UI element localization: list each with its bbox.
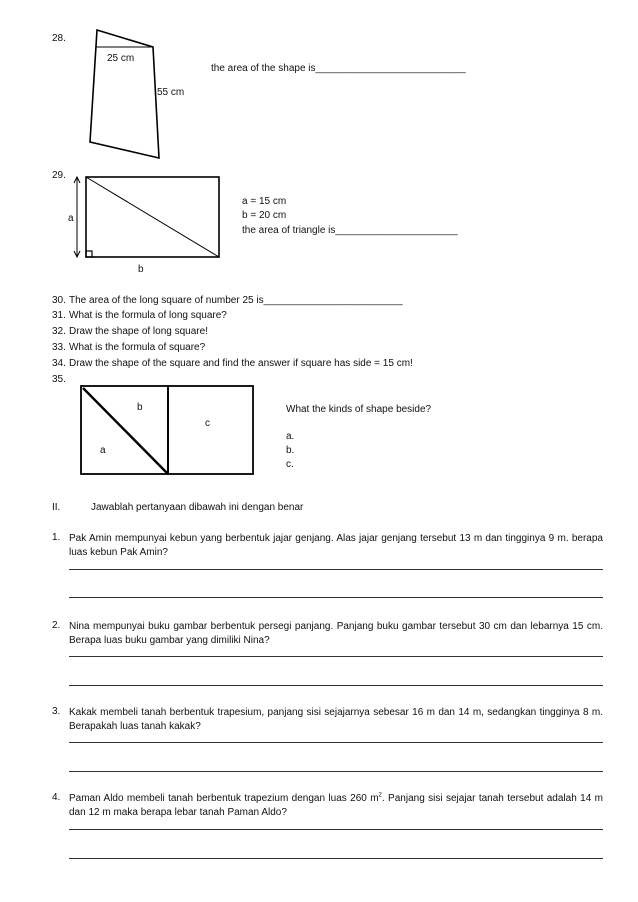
question-35-number: 35. [52,374,66,385]
trapezoid-top-label: 25 cm [107,53,135,64]
list-item-number: 33. [52,342,66,353]
square-right-shape [168,386,253,474]
essay-question: Nina mempunyai buku gambar berbentuk persegi panjang. Panjang buku gambar tersebut 30 cm dan lebarnya 15 cm. Berapa luas buku gambar yang dimiliki Nina? [69,621,603,646]
answer-line [69,685,603,686]
essay-number: 1. [52,532,61,543]
list-item-text: Draw the shape of long square! [69,326,208,337]
triangle-height-label: a [68,213,74,224]
triangle-base-label: b [138,264,144,275]
answer-line [69,569,603,570]
square-diagonal [83,388,168,474]
trapezoid-side-label: 55 cm [157,87,185,98]
section-number: II. [52,502,61,513]
shape-label-c: c [205,418,210,429]
list-item-number: 30. [52,295,66,306]
question-28-prompt: the area of the shape is___________________________ [211,63,466,74]
section-heading: Jawablah pertanyaan dibawah ini dengan benar [91,502,304,513]
essay-number: 3. [52,706,61,717]
answer-line [69,656,603,657]
list-item-text: The area of the long square of number 25 is_________________________ [69,295,403,306]
essay-number: 4. [52,792,61,803]
essay-question-part-1: Paman Aldo membeli tanah berbentuk trapezium dengan luas 260 m [69,793,379,804]
answer-line [69,858,603,859]
list-item-number: 31. [52,310,66,321]
question-29-prompt: the area of triangle is______________________ [242,225,458,236]
option-b: b. [286,445,295,456]
list-item-number: 32. [52,326,66,337]
essay-question [69,792,603,820]
essay-question-part-2: . Panjang sisi sejajar tanah tersebut adalah 14 m dan 12 m maka berapa lebar tanah Paman Aldo? [69,793,603,818]
essay-question: Kakak membeli tanah berbentuk trapesium, panjang sisi sejajarnya sebesar 16 m dan 14 m, sedangkan tingginya 8 m. Berapakah luas tanah kakak? [69,707,603,732]
list-item-text: What is the formula of square? [69,342,206,353]
question-28-number: 28. [52,33,66,44]
option-a: a. [286,431,295,442]
essay-number: 2. [52,620,61,631]
answer-line [69,829,603,830]
answer-line [69,597,603,598]
question-29-number: 29. [52,170,66,181]
option-c: c. [286,459,294,470]
list-item-text: What is the formula of long square? [69,310,227,321]
answer-line [69,771,603,772]
question-35-prompt: What the kinds of shape beside? [286,404,432,415]
given-b: b = 20 cm [242,210,287,221]
given-a: a = 15 cm [242,196,287,207]
answer-line [69,742,603,743]
list-item-text: Draw the shape of the square and find the answer if square has side = 15 cm! [69,358,413,369]
area-superscript: 2 [378,792,382,799]
shape-label-b: b [137,402,143,413]
essay-question: Pak Amin mempunyai kebun yang berbentuk jajar genjang. Alas jajar genjang tersebut 13 m dan tingginya 9 m. berapa luas kebun Pak Amin? [69,533,603,558]
shape-label-a: a [100,445,106,456]
list-item-number: 34. [52,358,66,369]
